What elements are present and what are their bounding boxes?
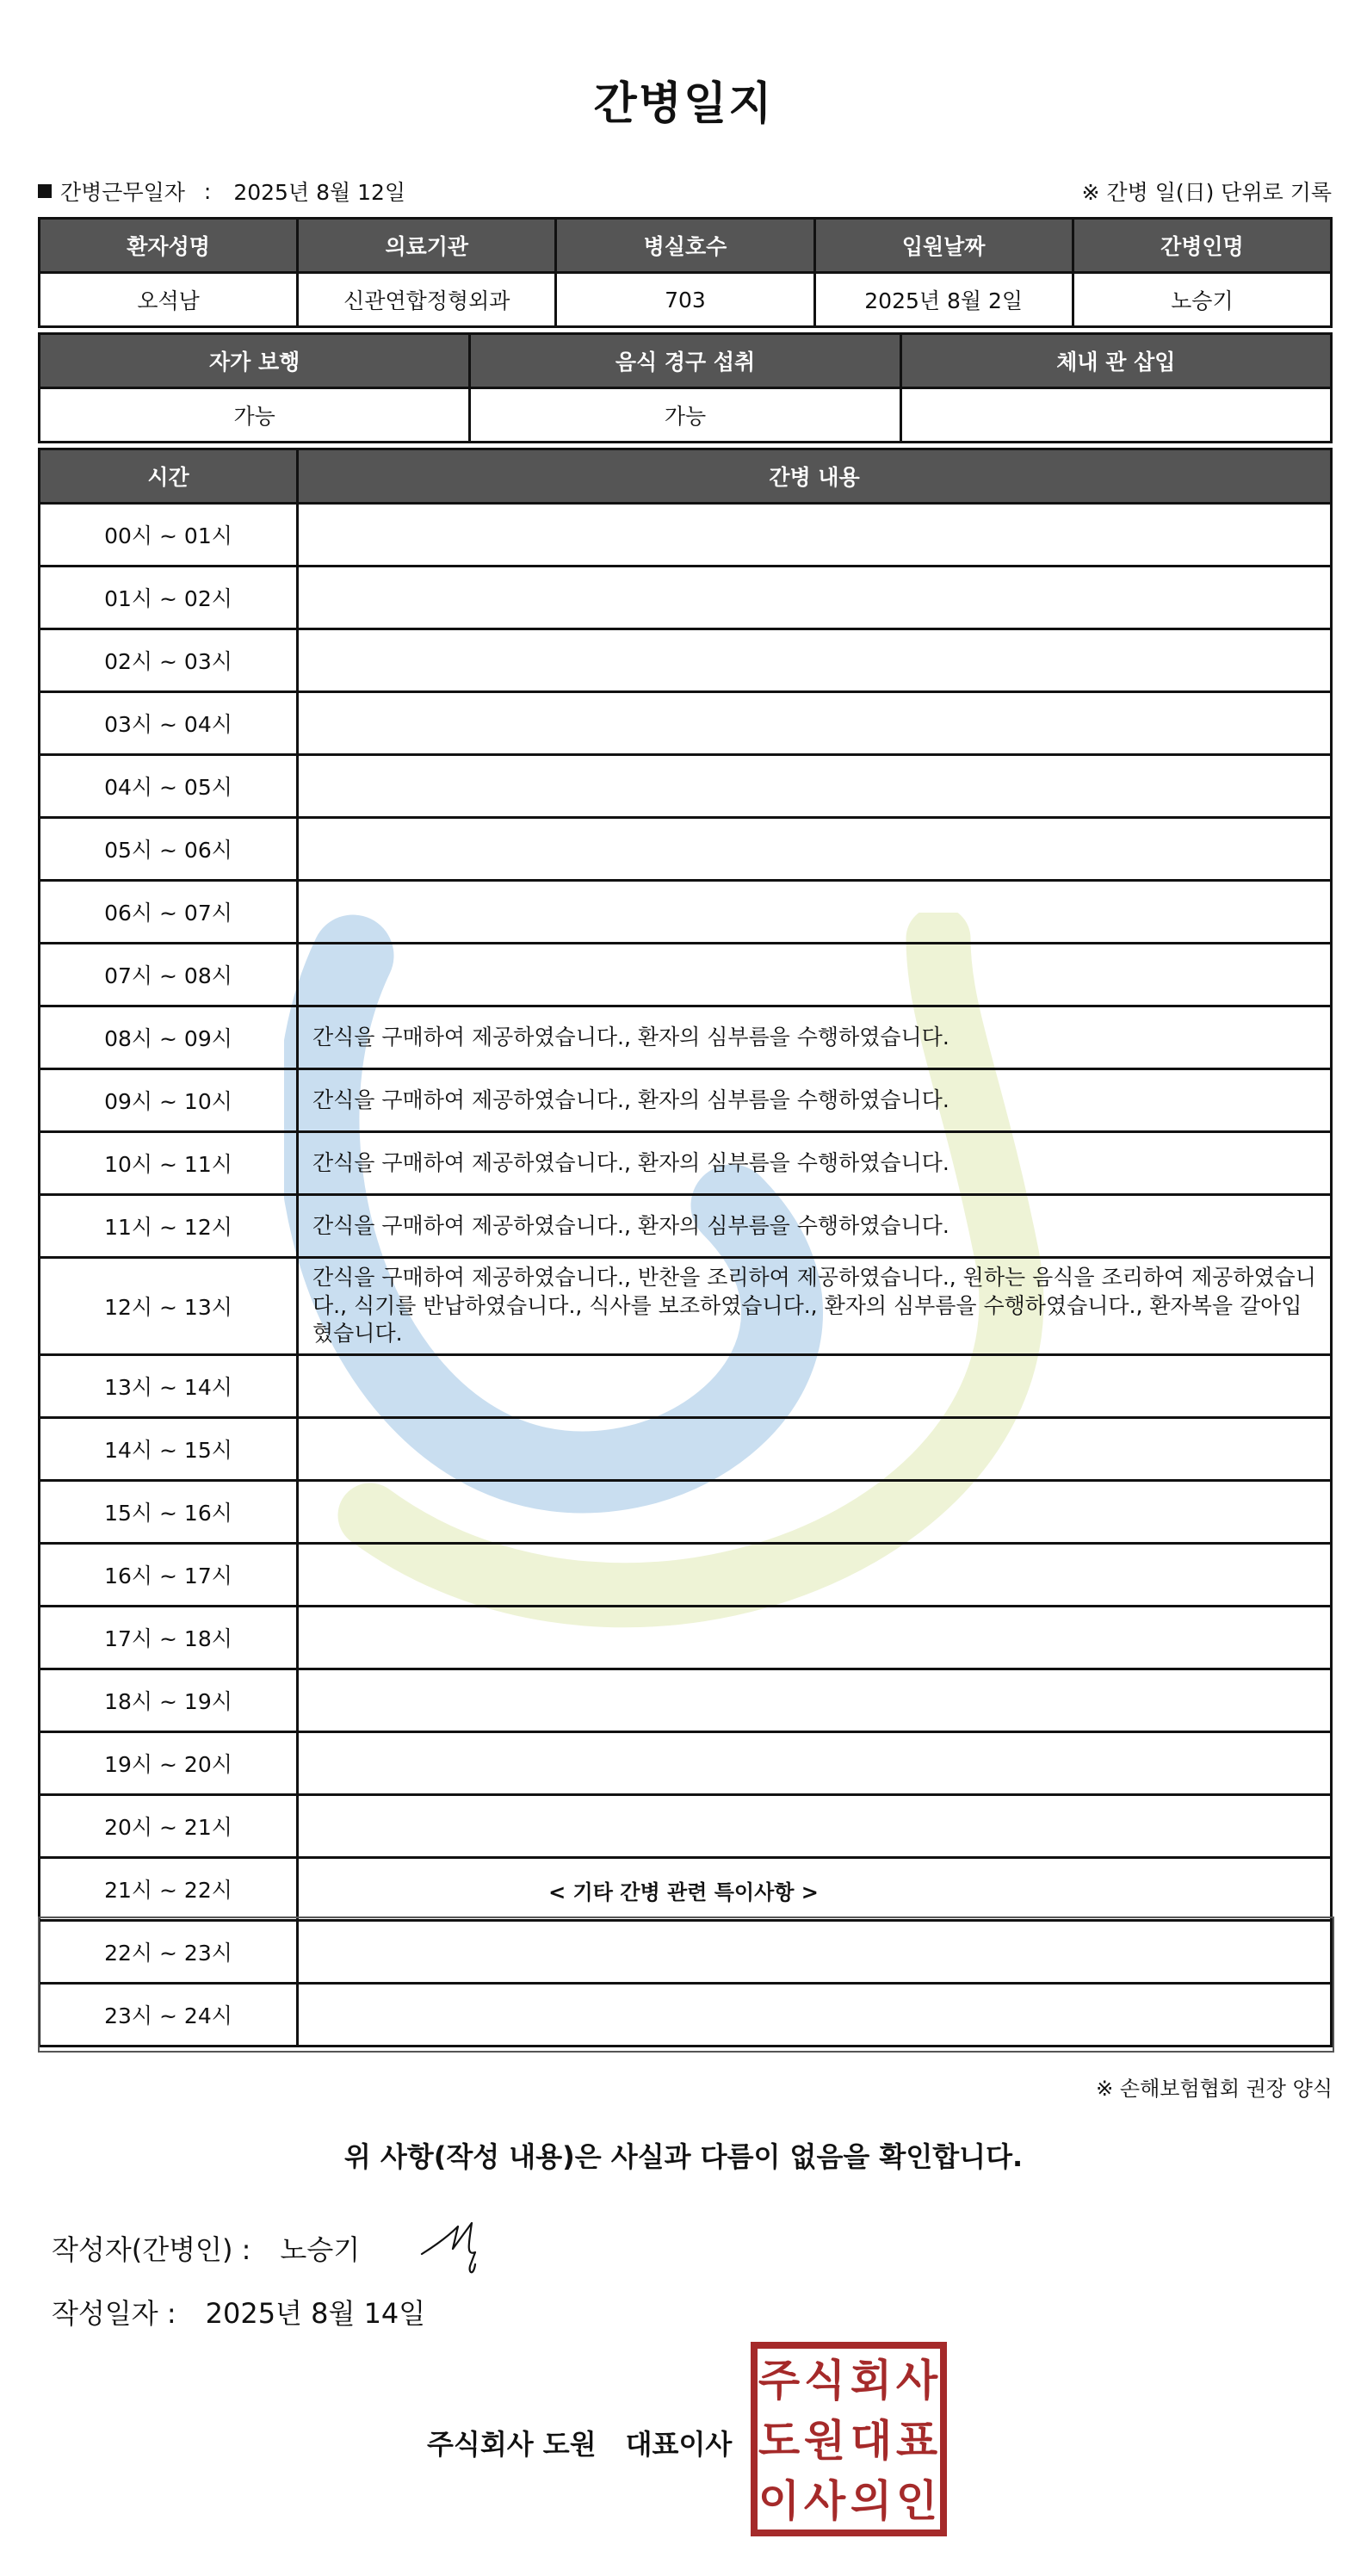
care-content-cell — [298, 1480, 1332, 1543]
care-content-cell — [298, 1417, 1332, 1480]
time-cell: 14시 ~ 15시 — [40, 1417, 298, 1480]
table-row — [40, 1258, 1332, 1355]
time-cell: 17시 ~ 18시 — [40, 1606, 298, 1669]
header-time: 시간 — [40, 449, 298, 504]
time-cell: 18시 ~ 19시 — [40, 1669, 298, 1731]
svg-text:의: 의 — [850, 2476, 893, 2526]
work-date — [38, 176, 405, 207]
time-cell: 21시 ~ 22시 — [40, 1857, 298, 1920]
care-content-cell — [298, 755, 1332, 818]
schedule-header-row — [40, 449, 1332, 504]
header-caregiver-name: 간병인명 — [1073, 219, 1331, 273]
patient-status-table — [38, 332, 1333, 443]
bullet-square-icon — [38, 184, 52, 198]
page-title: 간병일지 — [593, 78, 774, 130]
care-content-cell — [298, 1354, 1332, 1417]
care-content-cell: 간식을 구매하여 제공하였습니다., 반찬을 조리하여 제공하였습니다., 원하는 음식을 조리하여 제공하였습니다., 식기를 반납하였습니다., 식사를 보조하였습니다., 환자의 심부름을 수행하였습니다., 환자복을 갈아입혔습니다. — [298, 1258, 1332, 1355]
time-cell: 22시 ~ 23시 — [40, 1920, 298, 1983]
time-cell: 13시 ~ 14시 — [40, 1354, 298, 1417]
svg-text:사: 사 — [803, 2476, 846, 2526]
time-cell: 11시 ~ 12시 — [40, 1195, 298, 1258]
table-row — [40, 692, 1332, 755]
time-cell: 20시 ~ 21시 — [40, 1794, 298, 1857]
table-row — [40, 1069, 1332, 1132]
written-date-value: 2025년 8월 14일 — [205, 2297, 426, 2330]
writer-name: 노승기 — [280, 2233, 361, 2266]
written-date-label: 작성일자 : — [52, 2297, 176, 2330]
oral-intake-value: 가능 — [470, 388, 900, 443]
time-cell: 10시 ~ 11시 — [40, 1132, 298, 1195]
company-name: 주식회사 도원 — [427, 2428, 597, 2461]
svg-text:식: 식 — [803, 2356, 846, 2406]
care-content-cell — [298, 692, 1332, 755]
table-row — [40, 818, 1332, 881]
special-notes-heading: < 기타 간병 관련 특이사항 > — [548, 1880, 819, 1904]
care-content-cell: 간식을 구매하여 제공하였습니다., 환자의 심부름을 수행하였습니다. — [298, 1132, 1332, 1195]
confirmation-statement: 위 사항(작성 내용)은 사실과 다름이 없음을 확인합니다. — [343, 2140, 1024, 2173]
table-row — [40, 1794, 1332, 1857]
time-cell: 06시 ~ 07시 — [40, 881, 298, 944]
form-source-footnote: ※ 손해보험협회 권장 양식 — [1096, 2077, 1333, 2101]
table-row — [40, 1195, 1332, 1258]
care-content-cell: 간식을 구매하여 제공하였습니다., 환자의 심부름을 수행하였습니다. — [298, 1069, 1332, 1132]
table-row — [40, 881, 1332, 944]
care-content-cell — [298, 1731, 1332, 1794]
writer-row — [52, 2228, 360, 2268]
tube-insertion-value — [900, 388, 1331, 443]
special-notes-box — [38, 1917, 1334, 2053]
patient-info-header-row — [40, 219, 1332, 273]
time-cell: 16시 ~ 17시 — [40, 1543, 298, 1606]
time-cell: 08시 ~ 09시 — [40, 1006, 298, 1069]
header-care-content: 간병 내용 — [298, 449, 1332, 504]
table-row — [40, 1132, 1332, 1195]
svg-text:이: 이 — [758, 2476, 801, 2526]
signature-icon — [418, 2211, 504, 2280]
care-content-cell — [298, 567, 1332, 629]
table-row — [40, 1606, 1332, 1669]
header-patient-name: 환자성명 — [40, 219, 298, 273]
table-row — [40, 1417, 1332, 1480]
care-content-cell — [298, 1794, 1332, 1857]
svg-text:주: 주 — [758, 2356, 801, 2406]
caregiver-name-value: 노승기 — [1073, 273, 1331, 327]
care-content-cell: 간식을 구매하여 제공하였습니다., 환자의 심부름을 수행하였습니다. — [298, 1195, 1332, 1258]
care-content-cell — [298, 1543, 1332, 1606]
svg-text:사: 사 — [895, 2356, 938, 2406]
table-row — [40, 629, 1332, 692]
patient-status-header-row — [40, 334, 1332, 388]
self-walking-value: 가능 — [40, 388, 470, 443]
table-row — [40, 567, 1332, 629]
time-cell: 15시 ~ 16시 — [40, 1480, 298, 1543]
time-cell: 12시 ~ 13시 — [40, 1258, 298, 1355]
work-date-separator: : — [203, 178, 212, 204]
time-cell: 23시 ~ 24시 — [40, 1983, 298, 2046]
svg-text:원: 원 — [803, 2416, 846, 2466]
care-content-cell: 간식을 구매하여 제공하였습니다., 환자의 심부름을 수행하였습니다. — [298, 1006, 1332, 1069]
hospital-value: 신관연합정형외과 — [298, 273, 556, 327]
care-content-cell — [298, 818, 1332, 881]
care-content-cell — [298, 504, 1332, 567]
time-cell: 03시 ~ 04시 — [40, 692, 298, 755]
time-cell: 19시 ~ 20시 — [40, 1731, 298, 1794]
room-number-value: 703 — [556, 273, 814, 327]
table-row — [40, 1669, 1332, 1731]
patient-info-table — [38, 217, 1333, 328]
patient-name-value: 오석남 — [40, 273, 298, 327]
svg-text:인: 인 — [895, 2476, 938, 2526]
care-content-cell — [298, 1606, 1332, 1669]
meta-row — [38, 172, 1332, 207]
work-date-label: 간병근무일자 — [60, 180, 185, 205]
written-date-row — [52, 2292, 425, 2331]
svg-text:도: 도 — [758, 2416, 801, 2466]
table-row — [40, 1480, 1332, 1543]
writer-label: 작성자(간병인) : — [52, 2233, 251, 2266]
table-row — [40, 1006, 1332, 1069]
time-cell: 01시 ~ 02시 — [40, 567, 298, 629]
table-row — [40, 1354, 1332, 1417]
header-room-number: 병실호수 — [556, 219, 814, 273]
company-seal-icon — [751, 2342, 947, 2536]
header-admission-date: 입원날짜 — [814, 219, 1073, 273]
header-self-walking: 자가 보행 — [40, 334, 470, 388]
company-role: 대표이사 — [625, 2428, 733, 2461]
admission-date-value: 2025년 8월 2일 — [814, 273, 1073, 327]
company-row — [427, 2423, 732, 2462]
time-cell: 07시 ~ 08시 — [40, 944, 298, 1006]
header-hospital: 의료기관 — [298, 219, 556, 273]
care-content-cell — [298, 944, 1332, 1006]
care-content-cell — [298, 1669, 1332, 1731]
table-row — [40, 504, 1332, 567]
header-oral-intake: 음식 경구 섭취 — [470, 334, 900, 388]
patient-info-value-row — [40, 273, 1332, 327]
header-tube-insertion: 체내 관 삽입 — [900, 334, 1331, 388]
time-cell: 04시 ~ 05시 — [40, 755, 298, 818]
daily-record-note: ※ 간병 일(日) 단위로 기록 — [1081, 180, 1332, 205]
care-schedule-table — [38, 448, 1333, 2047]
time-cell: 05시 ~ 06시 — [40, 818, 298, 881]
svg-text:표: 표 — [895, 2416, 938, 2466]
time-cell: 02시 ~ 03시 — [40, 629, 298, 692]
work-date-value: 2025년 8월 12일 — [233, 180, 406, 205]
table-row — [40, 1731, 1332, 1794]
time-cell: 00시 ~ 01시 — [40, 504, 298, 567]
table-row — [40, 1543, 1332, 1606]
table-row — [40, 944, 1332, 1006]
care-content-cell — [298, 629, 1332, 692]
svg-text:대: 대 — [850, 2416, 893, 2466]
time-cell: 09시 ~ 10시 — [40, 1069, 298, 1132]
table-row — [40, 755, 1332, 818]
svg-text:회: 회 — [850, 2356, 893, 2406]
care-content-cell — [298, 881, 1332, 944]
patient-status-value-row — [40, 388, 1332, 443]
